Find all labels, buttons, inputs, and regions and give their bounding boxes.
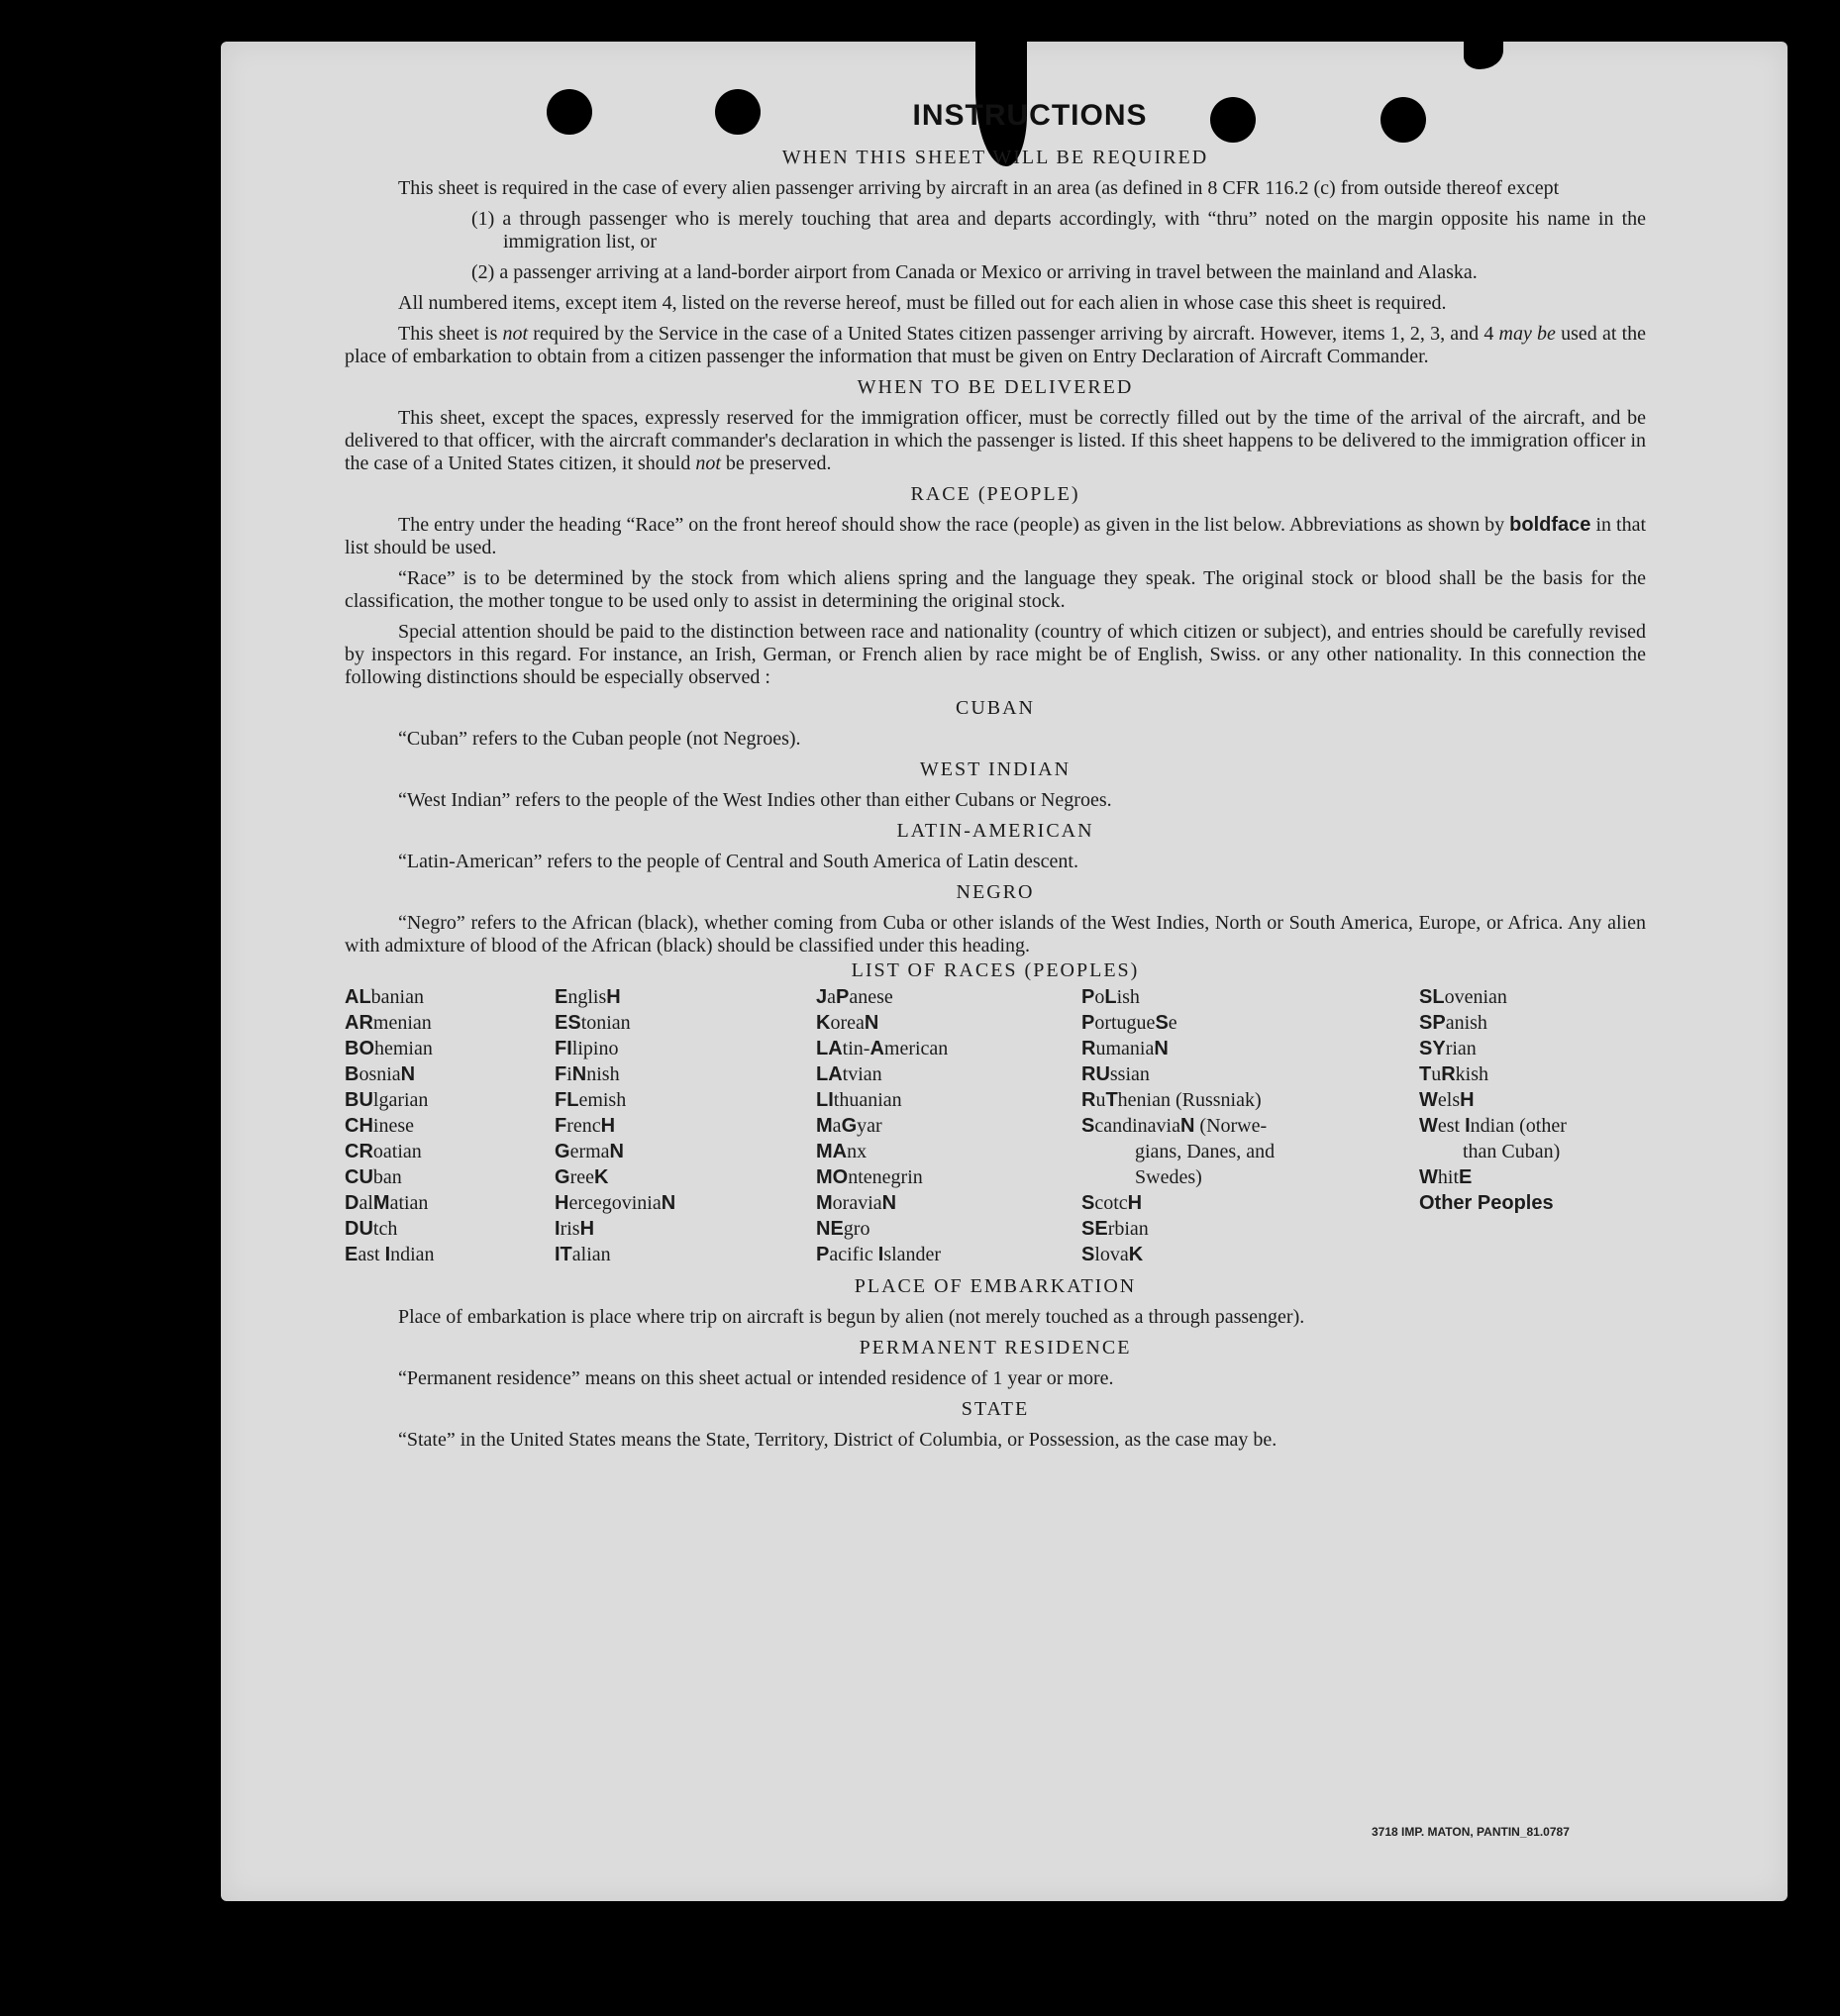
punch-hole-2 xyxy=(715,89,761,135)
race-text: o xyxy=(1094,986,1105,1008)
race-text: candinavia xyxy=(1094,1115,1180,1137)
race-text: kish xyxy=(1455,1063,1489,1085)
paragraph-race-entry xyxy=(345,514,1646,559)
punch-hole-1 xyxy=(547,89,592,135)
heading-cuban: CUBAN xyxy=(955,697,1035,719)
paragraph-citizen xyxy=(345,323,1646,368)
race-text: els xyxy=(1437,1089,1461,1111)
race-text: thuanian xyxy=(833,1089,902,1111)
race-entry xyxy=(555,1061,816,1087)
race-text: alian xyxy=(571,1244,611,1265)
race-abbreviation: N xyxy=(881,1192,897,1214)
race-abbreviation: H xyxy=(606,986,621,1008)
race-abbreviation: H xyxy=(1460,1089,1475,1111)
race-entry xyxy=(555,984,816,1010)
race-text: tch xyxy=(372,1218,398,1240)
race-abbreviation: P xyxy=(1081,1012,1095,1034)
race-abbreviation: N xyxy=(1179,1115,1195,1137)
race-entry xyxy=(345,1036,555,1061)
race-abbreviation: N xyxy=(400,1063,416,1085)
race-abbreviation: K xyxy=(593,1166,609,1188)
race-text: tonian xyxy=(580,1012,631,1034)
race-entry xyxy=(1081,1242,1419,1267)
race-entry xyxy=(555,1036,816,1061)
race-abbreviation: BO xyxy=(345,1038,374,1059)
race-abbreviation: LA xyxy=(816,1038,843,1059)
race-entry xyxy=(816,1061,1081,1087)
race-abbreviation: AR xyxy=(345,1012,373,1034)
race-text: ntenegrin xyxy=(848,1166,923,1188)
race-abbreviation: H xyxy=(579,1218,595,1240)
race-text: nish xyxy=(586,1063,620,1085)
race-text: i xyxy=(566,1063,572,1085)
race-text: ovenian xyxy=(1444,986,1507,1008)
race-text: ban xyxy=(372,1166,402,1188)
race-text: ndian (other xyxy=(1470,1115,1567,1137)
text-italic: not xyxy=(695,453,721,474)
heading-race: RACE (PEOPLE) xyxy=(910,483,1080,505)
race-abbreviation: LI xyxy=(816,1089,834,1111)
race-text: acific xyxy=(829,1244,878,1265)
race-abbreviation: N xyxy=(571,1063,587,1085)
race-text: inese xyxy=(372,1115,414,1137)
race-text: hemian xyxy=(374,1038,433,1059)
race-abbreviation: W xyxy=(1419,1166,1438,1188)
race-abbreviation: Other Peoples xyxy=(1419,1192,1554,1214)
text-fragment: This sheet, except the spaces, expressly reserved for the immigration officer, must be correctly filled out by the time of the arrival of the aircraft, and be delivered to that officer, with the aircraft commander's declaration in which the passenger is listed. If this sheet happens to be delivered to the immigration officer in the case of a United States citizen, it should xyxy=(345,407,1646,474)
paragraph-latin-american: “Latin-American” refers to the people of Central and South America of Latin descent. xyxy=(398,851,1078,872)
paragraph-required: This sheet is required in the case of every alien passenger arriving by aircraft in an area (as defined in 8 CFR 116.2 (c) from outside thereof except xyxy=(398,177,1560,199)
race-abbreviation: DU xyxy=(345,1218,373,1240)
race-text: oravia xyxy=(832,1192,882,1214)
heading-latin-american: LATIN-AMERICAN xyxy=(896,820,1094,842)
race-text: merican xyxy=(883,1038,949,1059)
race-abbreviation: N xyxy=(609,1141,624,1162)
race-entry xyxy=(1081,1061,1419,1087)
race-abbreviation: H xyxy=(555,1192,569,1214)
race-entry xyxy=(1419,984,1646,1010)
printer-imprint: 3718 IMP. MATON, PANTIN_81.0787 xyxy=(1372,1825,1570,1839)
race-abbreviation: FL xyxy=(555,1089,579,1111)
race-text: nglis xyxy=(567,986,607,1008)
race-abbreviation: AL xyxy=(345,986,371,1008)
paragraph-numbered-items: All numbered items, except item 4, listed on the reverse hereof, must be filled out for each alien in whose case this sheet is required. xyxy=(398,292,1447,314)
race-abbreviation: L xyxy=(1104,986,1117,1008)
race-text: al xyxy=(358,1192,373,1214)
race-entry xyxy=(816,1010,1081,1036)
race-text: ndian xyxy=(390,1244,435,1265)
race-entry xyxy=(816,1164,1081,1190)
paragraph-west-indian: “West Indian” refers to the people of the West Indies other than either Cubans or Negroes. xyxy=(398,789,1112,811)
race-text: emish xyxy=(578,1089,627,1111)
text-fragment: in that list should be used. xyxy=(345,514,1647,558)
race-continuation: gians, Danes, and xyxy=(1135,1141,1276,1162)
race-text: rbian xyxy=(1107,1218,1149,1240)
race-entry xyxy=(816,1113,1081,1139)
races-column xyxy=(1081,984,1419,1267)
paragraph-embarkation: Place of embarkation is place where trip on aircraft is begun by alien (not merely touched as a through passenger). xyxy=(398,1306,1305,1328)
race-abbreviation: M xyxy=(816,1192,833,1214)
races-column xyxy=(555,984,816,1267)
race-text: est xyxy=(1437,1115,1466,1137)
race-entry xyxy=(816,1216,1081,1242)
race-abbreviation: D xyxy=(345,1192,359,1214)
race-entry xyxy=(345,1164,555,1190)
race-text: tin- xyxy=(842,1038,870,1059)
race-text: renc xyxy=(566,1115,601,1137)
heading-negro: NEGRO xyxy=(956,881,1035,903)
race-text: a xyxy=(832,1115,842,1137)
races-column xyxy=(1419,984,1646,1267)
instructions-body xyxy=(345,147,1646,1460)
race-abbreviation: E xyxy=(555,986,568,1008)
race-abbreviation: ES xyxy=(555,1012,581,1034)
race-entry xyxy=(1419,1010,1646,1036)
text-bold: boldface xyxy=(1509,514,1591,536)
races-column xyxy=(816,984,1081,1267)
race-entry xyxy=(555,1164,816,1190)
race-entry xyxy=(1419,1061,1646,1087)
race-entry xyxy=(555,1242,816,1267)
race-abbreviation: H xyxy=(600,1115,616,1137)
race-entry xyxy=(345,1190,555,1216)
race-abbreviation: R xyxy=(1441,1063,1456,1085)
exception-item-1: (1) a through passenger who is merely touching that area and departs accordingly, with “thru” noted on the margin opposite his name in the immigration list, or xyxy=(471,208,1646,252)
race-entry xyxy=(345,1139,555,1164)
heading-embarkation: PLACE OF EMBARKATION xyxy=(854,1275,1137,1297)
race-abbreviation: MO xyxy=(816,1166,849,1188)
race-text: u xyxy=(1431,1063,1442,1085)
races-column xyxy=(345,984,555,1267)
race-entry xyxy=(1419,1190,1646,1216)
race-abbreviation: N xyxy=(1154,1038,1169,1059)
paragraph-delivered xyxy=(345,407,1646,475)
race-abbreviation: R xyxy=(1081,1038,1096,1059)
race-text: cotc xyxy=(1094,1192,1128,1214)
race-abbreviation: P xyxy=(836,986,850,1008)
race-entry xyxy=(555,1113,816,1139)
race-text: banian xyxy=(370,986,424,1008)
race-entry xyxy=(1081,1216,1419,1242)
race-continuation: than Cuban) xyxy=(1463,1141,1561,1162)
race-abbreviation: J xyxy=(816,986,828,1008)
race-abbreviation: SP xyxy=(1419,1012,1446,1034)
race-text: lipino xyxy=(571,1038,619,1059)
race-entry xyxy=(345,1242,555,1267)
race-entry xyxy=(345,1010,555,1036)
paragraph-state: “State” in the United States means the State, Territory, District of Columbia, or Possession, as the case may be. xyxy=(398,1429,1278,1451)
race-text: ast xyxy=(358,1244,385,1265)
race-text: u xyxy=(1095,1089,1106,1111)
race-text: ree xyxy=(569,1166,594,1188)
race-text: (Norwe- xyxy=(1194,1115,1268,1137)
race-abbreviation: S xyxy=(1081,1192,1095,1214)
race-abbreviation: T xyxy=(1105,1089,1118,1111)
race-entry xyxy=(555,1216,816,1242)
race-abbreviation: M xyxy=(816,1115,833,1137)
race-entry xyxy=(1419,1036,1646,1061)
race-text: rian xyxy=(1445,1038,1477,1059)
race-abbreviation: SE xyxy=(1081,1218,1108,1240)
race-text: osnia xyxy=(358,1063,401,1085)
race-abbreviation: R xyxy=(1081,1089,1096,1111)
heading-residence: PERMANENT RESIDENCE xyxy=(859,1337,1132,1359)
text-italic: not xyxy=(502,323,529,345)
race-text: ortugue xyxy=(1094,1012,1156,1034)
race-text: umania xyxy=(1095,1038,1155,1059)
race-entry xyxy=(555,1139,816,1164)
race-text: yar xyxy=(857,1115,882,1137)
race-abbreviation: N xyxy=(864,1012,879,1034)
race-entry xyxy=(345,1061,555,1087)
race-entry xyxy=(1081,1087,1419,1113)
race-entry xyxy=(1081,984,1419,1010)
race-abbreviation: NE xyxy=(816,1218,844,1240)
race-entry xyxy=(816,984,1081,1010)
text-fragment: used at the place of embarkation to obtain from a citizen passenger the information that must be given on Entry Declaration of Aircraft Commander. xyxy=(345,323,1647,367)
heading-state: STATE xyxy=(961,1398,1030,1420)
race-text: slander xyxy=(883,1244,942,1265)
heading-west-indian: WEST INDIAN xyxy=(919,758,1072,780)
heading-when-required: WHEN THIS SHEET WILL BE REQUIRED xyxy=(781,147,1209,168)
race-abbreviation: W xyxy=(1419,1089,1438,1111)
race-abbreviation: W xyxy=(1419,1115,1438,1137)
race-entry xyxy=(816,1139,1081,1164)
race-abbreviation: K xyxy=(1128,1244,1144,1265)
race-entry xyxy=(1419,1087,1646,1113)
race-abbreviation: H xyxy=(1127,1192,1143,1214)
race-entry xyxy=(816,1036,1081,1061)
exception-item-2: (2) a passenger arriving at a land-border airport from Canada or Mexico or arriving in travel between the mainland and Alaska. xyxy=(471,261,1478,283)
race-abbreviation: S xyxy=(1155,1012,1169,1034)
race-abbreviation: SY xyxy=(1419,1038,1446,1059)
race-text: menian xyxy=(372,1012,432,1034)
race-abbreviation: F xyxy=(555,1063,567,1085)
race-abbreviation: BU xyxy=(345,1089,373,1111)
race-abbreviation: CR xyxy=(345,1141,373,1162)
race-entry xyxy=(345,984,555,1010)
race-abbreviation: P xyxy=(816,1244,830,1265)
race-text: ris xyxy=(560,1218,580,1240)
race-abbreviation: E xyxy=(1459,1166,1473,1188)
race-abbreviation: A xyxy=(869,1038,884,1059)
race-text: lgarian xyxy=(372,1089,429,1111)
race-text: ssian xyxy=(1109,1063,1150,1085)
race-abbreviation: I xyxy=(1465,1115,1471,1137)
race-entry xyxy=(816,1242,1081,1267)
race-entry xyxy=(1081,1190,1419,1216)
races-list xyxy=(345,984,1646,1267)
race-text: hit xyxy=(1437,1166,1460,1188)
race-text: tvian xyxy=(842,1063,882,1085)
race-abbreviation: CU xyxy=(345,1166,373,1188)
race-abbreviation: I xyxy=(877,1244,884,1265)
race-text: ish xyxy=(1116,986,1140,1008)
race-continuation: Swedes) xyxy=(1135,1166,1202,1188)
race-entry xyxy=(1081,1113,1419,1190)
race-abbreviation: K xyxy=(816,1012,831,1034)
race-abbreviation: MA xyxy=(816,1141,848,1162)
race-abbreviation: F xyxy=(555,1115,567,1137)
race-entry xyxy=(1081,1010,1419,1036)
race-entry xyxy=(1081,1036,1419,1061)
race-text: ercegovinia xyxy=(568,1192,662,1214)
paragraph-race-nationality: Special attention should be paid to the distinction between race and nationality (country of which citizen or subject), and entries should be carefully revised by inspectors in this regard. For instance, an Irish, German, or French alien by race might be of English, Swiss. or any other nationality. In this connection the following distinctions should be especially observed : xyxy=(345,621,1646,688)
paragraph-negro: “Negro” refers to the African (black), whether coming from Cuba or other islands of the West Indies, North or South America, Europe, or Africa. Any alien with admixture of blood of the African (black) should be classified under this heading. xyxy=(345,912,1646,957)
race-abbreviation: E xyxy=(345,1244,358,1265)
race-abbreviation: G xyxy=(555,1166,570,1188)
race-entry xyxy=(816,1190,1081,1216)
race-text: nx xyxy=(847,1141,868,1162)
race-abbreviation: G xyxy=(841,1115,858,1137)
race-text: a xyxy=(827,986,837,1008)
race-text: orea xyxy=(830,1012,865,1034)
text-italic: may be xyxy=(1498,323,1556,345)
text-fragment: be preserved. xyxy=(720,453,832,474)
race-abbreviation: P xyxy=(1081,986,1095,1008)
paragraph-residence: “Permanent residence” means on this sheet actual or intended residence of 1 year or more. xyxy=(398,1367,1114,1389)
page-title: INSTRUCTIONS xyxy=(912,99,1148,132)
race-abbreviation: I xyxy=(555,1218,561,1240)
race-abbreviation: B xyxy=(345,1063,359,1085)
race-abbreviation: T xyxy=(1419,1063,1432,1085)
race-entry xyxy=(1419,1164,1646,1190)
text-fragment: required by the Service in the case of a United States citizen passenger arriving by aircraft. However, items 1, 2, 3, and 4 xyxy=(528,323,1499,345)
race-entry xyxy=(1419,1113,1646,1164)
race-abbreviation: G xyxy=(555,1141,570,1162)
race-entry xyxy=(345,1216,555,1242)
race-abbreviation: LA xyxy=(816,1063,843,1085)
race-abbreviation: RU xyxy=(1081,1063,1110,1085)
race-abbreviation: S xyxy=(1081,1244,1095,1265)
race-abbreviation: CH xyxy=(345,1115,373,1137)
race-entry xyxy=(555,1010,816,1036)
race-abbreviation: N xyxy=(661,1192,676,1214)
race-entry xyxy=(816,1087,1081,1113)
race-entry xyxy=(555,1087,816,1113)
race-abbreviation: SL xyxy=(1419,986,1445,1008)
paragraph-cuban: “Cuban” refers to the Cuban people (not Negroes). xyxy=(398,728,801,750)
race-text: gro xyxy=(843,1218,870,1240)
race-entry xyxy=(345,1113,555,1139)
paragraph-race-stock: “Race” is to be determined by the stock from which aliens spring and the language they speak. The original stock or blood shall be the basis for the classification, the mother tongue to be used only to assist in determining the original stock. xyxy=(345,567,1646,612)
race-text: henian (Russniak) xyxy=(1117,1089,1262,1111)
race-abbreviation: S xyxy=(1081,1115,1095,1137)
text-fragment: This sheet is xyxy=(398,323,503,345)
race-text: anish xyxy=(1445,1012,1487,1034)
race-text: e xyxy=(1168,1012,1177,1034)
race-text: atian xyxy=(389,1192,429,1214)
race-text: lova xyxy=(1094,1244,1129,1265)
punch-hole-4 xyxy=(1380,97,1426,143)
race-abbreviation: IT xyxy=(555,1244,572,1265)
heading-list-of-races: LIST OF RACES (PEOPLES) xyxy=(851,959,1140,981)
race-entry xyxy=(555,1190,816,1216)
race-abbreviation: I xyxy=(384,1244,391,1265)
race-text: erma xyxy=(569,1141,610,1162)
race-entry xyxy=(345,1087,555,1113)
race-text: oatian xyxy=(372,1141,422,1162)
heading-when-delivered: WHEN TO BE DELIVERED xyxy=(857,376,1134,398)
race-abbreviation: FI xyxy=(555,1038,572,1059)
text-fragment: The entry under the heading “Race” on the front hereof should show the race (people) as given in the list below. Abbreviations as shown by xyxy=(398,514,1510,536)
race-text: anese xyxy=(849,986,893,1008)
race-abbreviation: M xyxy=(372,1192,390,1214)
